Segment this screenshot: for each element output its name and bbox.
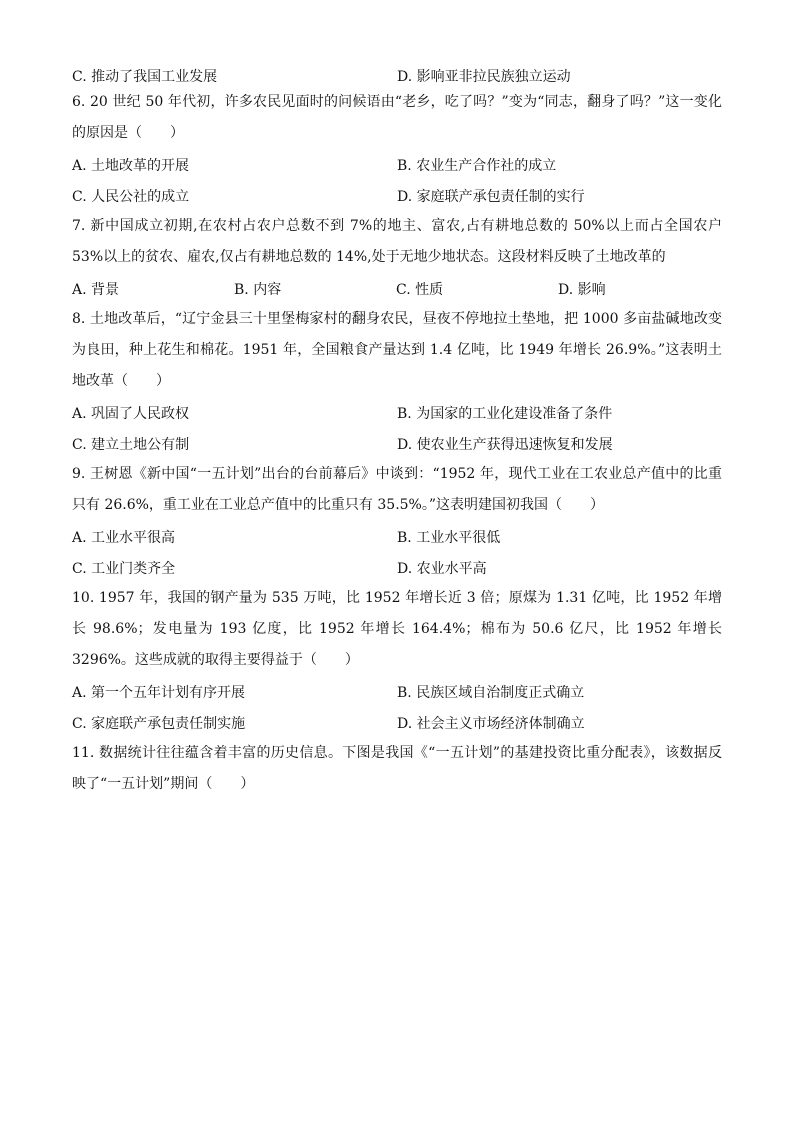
q7-option-c: C. 性质 (396, 281, 444, 298)
q10-stem: 10. 1957 年，我国的钢产量为 535 万吨，比 1952 年增长近 3 倍；原煤为 1.31 亿吨，比 1952 年增长 98.6%；发电量为 193 亿度，比 1952 年增长 164.4%；棉布为 50.6 亿尺，比 1952 年增长 3296%。这些成就的取得主要得益于（ ） (72, 590, 722, 668)
q6-option-b: B. 农业生产合作社的成立 (397, 157, 557, 174)
q10-option-d: D. 社会主义市场经济体制确立 (397, 715, 585, 732)
q6-stem: 6. 20 世纪 50 年代初，许多农民见面时的问候语由“老乡，吃了吗？”变为“同志，翻身了吗？”这一变化的原因是（ ） (72, 94, 722, 141)
q9-option-a: A. 工业水平很高 (72, 529, 176, 546)
q9-options-ab (72, 521, 722, 552)
q8-stem: 8. 土地改革后，“辽宁金县三十里堡梅家村的翻身农民，昼夜不停地拉土垫地，把 1000 多亩盐碱地改变为良田，种上花生和棉花。1951 年，全国粮食产量达到 1.4 亿吨，比 1949 年增长 26.9%。”这表明土地改革（ ） (72, 311, 722, 389)
q5-options-cd (72, 64, 722, 87)
q10-option-c: C. 家庭联产承包责任制实施 (72, 715, 246, 732)
q7-option-a: A. 背景 (72, 281, 120, 298)
q8-option-b: B. 为国家的工业化建设准备了条件 (397, 405, 613, 422)
q10-option-a: A. 第一个五年计划有序开展 (72, 684, 246, 701)
q11-stem: 11. 数据统计往往蕴含着丰富的历史信息。下图是我国《“一五计划”的基建投资比重分配表》，该数据反映了“一五计划”期间（ ） (72, 745, 722, 792)
q5-option-c: C. 推动了我国工业发展 (72, 68, 218, 85)
q7-stem: 7. 新中国成立初期,在农村占农户总数不到 7%的地主、富农,占有耕地总数的 50%以上而占全国农户 53%以上的贫农、雇农,仅占有耕地总数的 14%,处于无地少地状态。这段材料反映了土地改革的 (72, 218, 722, 265)
q9-option-c: C. 工业门类齐全 (72, 560, 176, 577)
q8-option-c: C. 建立土地公有制 (72, 436, 190, 453)
q7-option-d: D. 影响 (558, 281, 606, 298)
q5-option-d: D. 影响亚非拉民族独立运动 (397, 68, 571, 85)
q10-option-b: B. 民族区域自治制度正式确立 (397, 684, 585, 701)
q10-options-ab (72, 676, 722, 707)
q6-options-ab (72, 149, 722, 180)
q7-option-b: B. 内容 (234, 281, 282, 298)
q6-options-cd (72, 180, 722, 211)
q8-option-d: D. 使农业生产获得迅速恢复和发展 (397, 436, 613, 453)
q6-option-c: C. 人民公社的成立 (72, 188, 190, 205)
q10-options-cd (72, 707, 722, 738)
q8-options-cd (72, 428, 722, 459)
page-content (72, 64, 722, 800)
q9-option-b: B. 工业水平很低 (397, 529, 501, 546)
q9-option-d: D. 农业水平高 (397, 560, 487, 577)
q7-options (72, 273, 722, 304)
q6-option-a: A. 土地改革的开展 (72, 157, 190, 174)
q9-stem: 9. 王树恩《新中国“一五计划”出台的台前幕后》中谈到：“1952 年，现代工业在工农业总产值中的比重只有 26.6%，重工业在工业总产值中的比重只有 35.5%。”这表明建国初我国（ ） (72, 466, 722, 513)
q8-options-ab (72, 397, 722, 428)
q8-option-a: A. 巩固了人民政权 (72, 405, 190, 422)
q9-options-cd (72, 552, 722, 583)
q6-option-d: D. 家庭联产承包责任制的实行 (397, 188, 585, 205)
